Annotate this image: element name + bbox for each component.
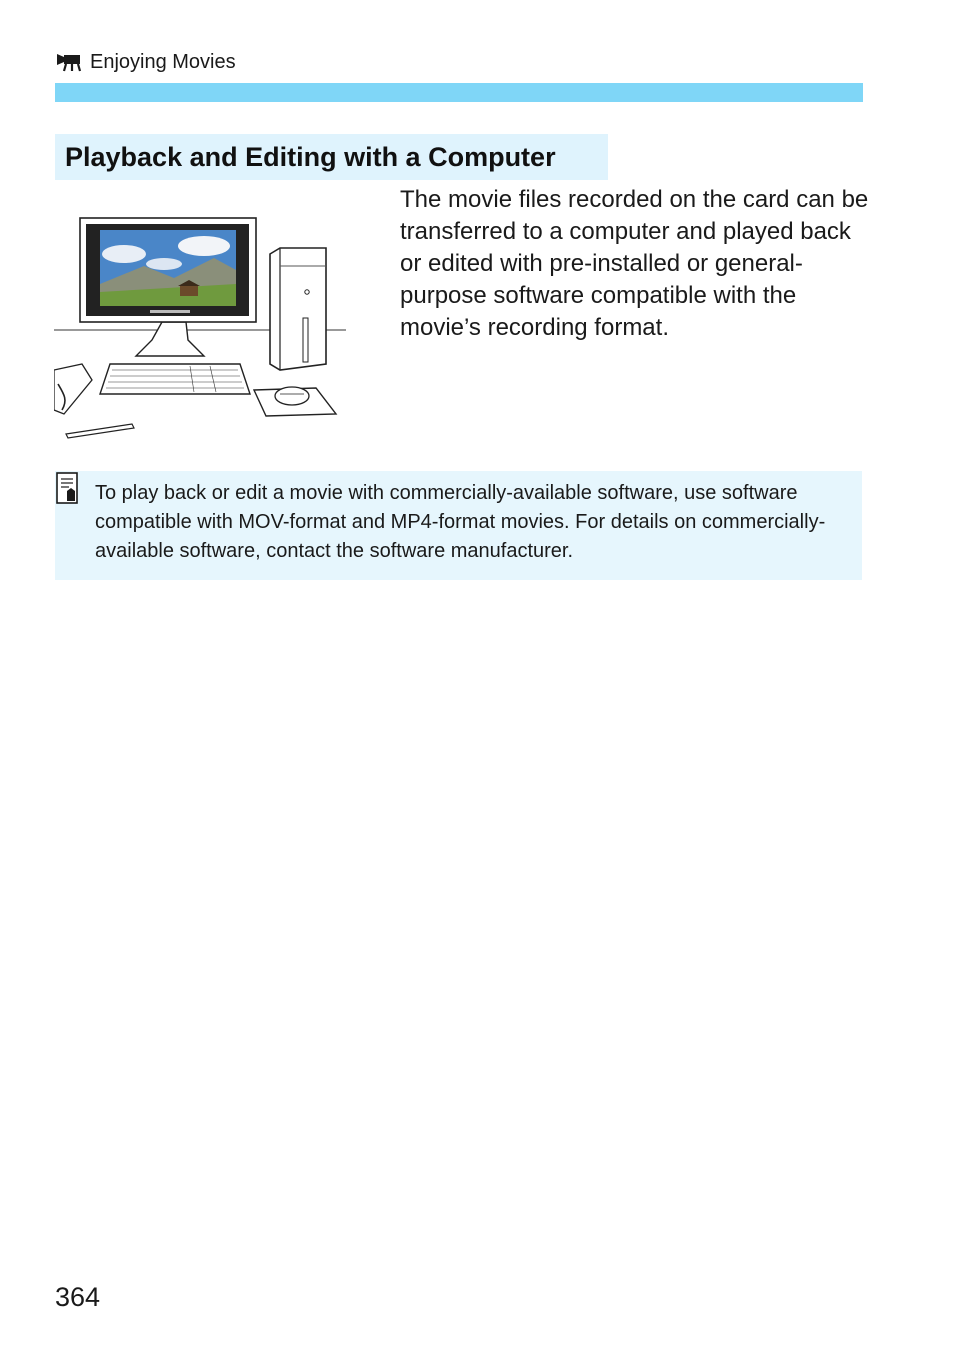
section-title [55, 134, 608, 180]
header-section-label: Enjoying Movies [90, 50, 236, 73]
movie-camera-icon [56, 52, 82, 72]
page-number: 364 [55, 1282, 101, 1312]
running-header [56, 48, 236, 76]
memo-pencil-icon [55, 471, 81, 505]
note-text: To play back or edit a movie with commercially-available software, use software compatible with MOV-format and MP4-format movies. For details on commercially-available software, contact the software manufacturer. [95, 482, 826, 562]
header-color-bar [55, 83, 863, 102]
section-title-text: Playback and Editing with a Computer [65, 141, 556, 172]
note-box [55, 471, 862, 580]
body-paragraph: The movie files recorded on the card can be transferred to a computer and played back or edited with pre-installed or general-purpose software compatible with the movie’s recording format. [400, 186, 869, 341]
computer-illustration [54, 214, 346, 444]
